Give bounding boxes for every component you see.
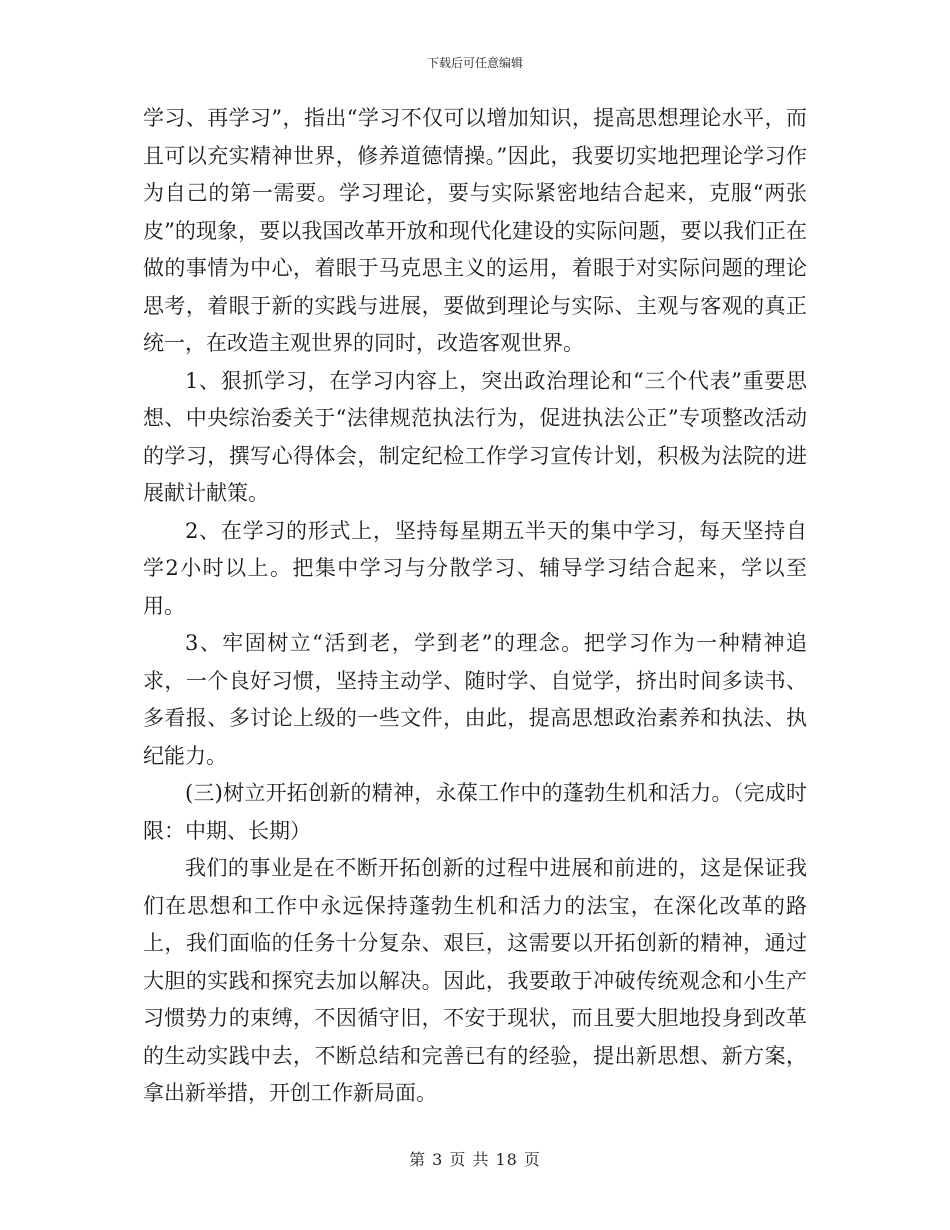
footer-page-number: 3: [432, 1150, 444, 1169]
footer-total-pages: 18: [495, 1150, 518, 1169]
footer-suffix: 页: [523, 1150, 541, 1169]
document-body: [143, 100, 807, 1113]
paragraph-2: 1、狠抓学习，在学习内容上，突出政治理论和“三个代表”重要思想、中央综治委关于“法律规范执法行为，促进执法公正”专项整改活动的学习，撰写心得体会，制定纪检工作学习宣传计划，积极为法院的进展献计献策。: [143, 368, 807, 505]
paragraph-4: 3、牢固树立“活到老，学到老”的理念。把学习作为一种精神追求，一个良好习惯，坚持主动学、随时学、自觉学，挤出时间多读书、多看报、多讨论上级的一些文件，由此，提高思想政治素养和执法、执纪能力。: [143, 631, 807, 768]
page-footer: [0, 1147, 950, 1170]
paragraph-3: 2、在学习的形式上，坚持每星期五半天的集中学习，每天坚持自学2小时以上。把集中学习与分散学习、辅导学习结合起来，学以至用。: [143, 518, 807, 618]
footer-prefix: 第: [409, 1150, 427, 1169]
page-header: 下载后可任意编辑: [426, 56, 523, 70]
section-heading: (三)树立开拓创新的精神，永葆工作中的蓬勃生机和活力。（完成时限：中期、长期）: [143, 781, 807, 843]
footer-middle: 页 共: [449, 1150, 490, 1169]
paragraph-5: 我们的事业是在不断开拓创新的过程中进展和前进的，这是保证我们在思想和工作中永远保持蓬勃生机和活力的法宝，在深化改革的路上，我们面临的任务十分复杂、艰巨，这需要以开拓创新的精神，通过大胆的实践和探究去加以解决。因此，我要敢于冲破传统观念和小生产习惯势力的束缚，不因循守旧，不安于现状，而且要大胆地投身到改革的生动实践中去，不断总结和完善已有的经验，提出新思想、新方案，拿出新举措，开创工作新局面。: [143, 856, 807, 1105]
paragraph-1: 学习、再学习”，指出“学习不仅可以增加知识，提高思想理论水平，而且可以充实精神世界，修养道德情操。”因此，我要切实地把理论学习作为自己的第一需要。学习理论，要与实际紧密地结合起来，克服“两张皮”的现象，要以我国改革开放和现代化建设的实际问题，要以我们正在做的事情为中心，着眼于马克思主义的运用，着眼于对实际问题的理论思考，着眼于新的实践与进展，要做到理论与实际、主观与客观的真正统一，在改造主观世界的同时，改造客观世界。: [143, 106, 807, 355]
